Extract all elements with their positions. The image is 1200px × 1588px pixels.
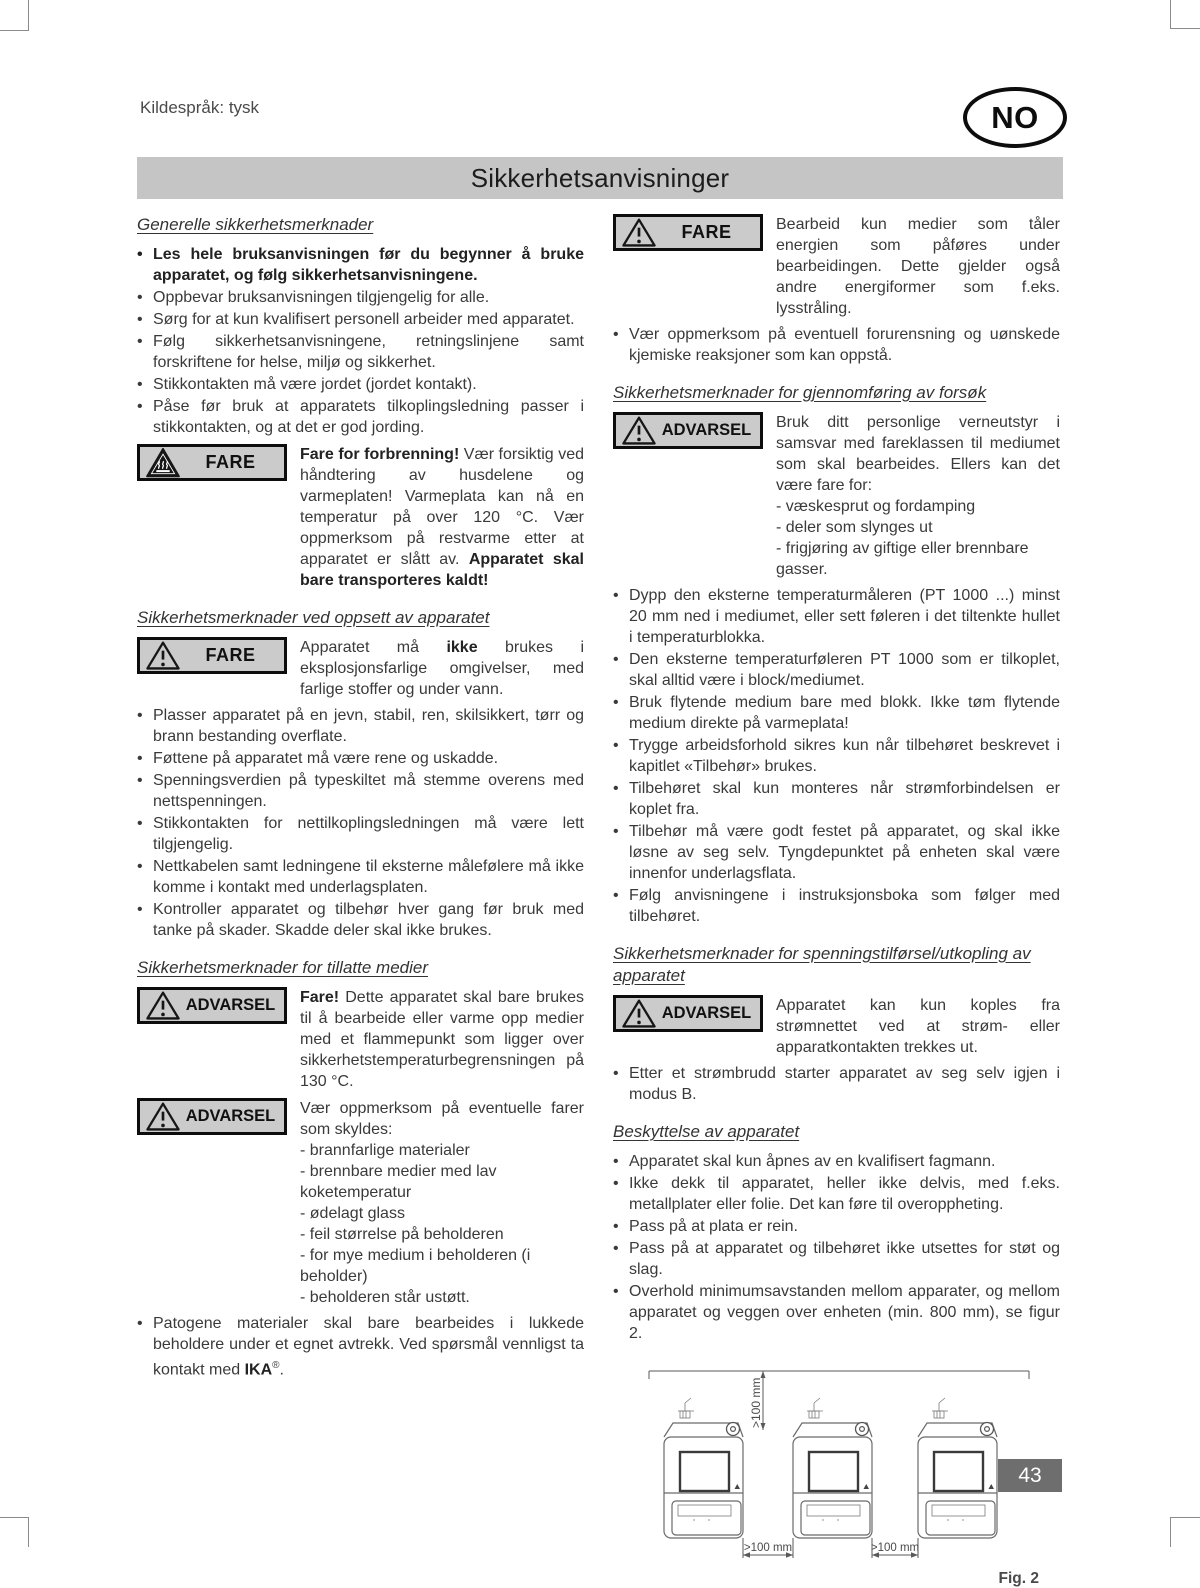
warning-block-media-1 (137, 987, 584, 1092)
list-item (613, 649, 1060, 691)
warning-body: Vær forsiktig ved håndtering av husdelene og varmeplaten! Varmeplata kan nå en temperatur på over 120 °C. Vær oppmerksom på restvarme etter at apparatet er slått av. (300, 446, 584, 568)
contamination-bullet-list (613, 324, 1060, 366)
list-item (137, 287, 584, 308)
source-language-label: Kildespråk: tysk (140, 98, 260, 117)
bullet-text: Vær oppmerksom på eventuell forurensning og uønskede kjemiske reaksjoner som kan oppstå. (629, 326, 1060, 364)
bullet-text: Føttene på apparatet må være rene og uskadde. (153, 750, 499, 767)
bullet-text: Følg anvisningene i instruksjonsboka som følger med tilbehøret. (629, 887, 1060, 925)
bullet-text: Følg sikkerhetsanvisningene, retningslinjene samt forskriftene for helse, miljø og sikkerhet. (153, 333, 584, 371)
figure-dim-gap1-label: >100 mm (743, 1542, 793, 1554)
warning-label: ADVARSEL (185, 1107, 276, 1125)
warning-sub-item: - brennbare medier med lav koketemperatur (300, 1163, 497, 1201)
section-heading-experiments: Sikkerhetsmerknader for gjennomføring av forsøk (613, 383, 987, 402)
section-heading-general: Generelle sikkerhetsmerknader (137, 215, 374, 234)
bullet-text: Stikkontakten må være jordet (jordet kontakt). (153, 376, 477, 393)
bullet-text: Stikkontakten for nettilkoplingsledningen må være lett tilgjengelig. (153, 815, 584, 853)
list-item (613, 885, 1060, 927)
warning-label: FARE (205, 645, 256, 665)
power-bullet-list (613, 1063, 1060, 1105)
bullet-text: Oppbevar bruksanvisningen tilgjengelig for alle. (153, 289, 490, 306)
list-item (137, 813, 584, 855)
bullet-marker: • (613, 737, 619, 754)
list-item (137, 374, 584, 395)
bullet-marker: • (613, 1065, 619, 1082)
bullet-text: Patogene materialer skal bare bearbeides i lukkede beholdere under et egnet avtrekk. Ved spørsmål vennligst ta kontakt med (153, 1315, 584, 1379)
bullet-marker: • (137, 289, 143, 306)
bullet-text: Pass på at plata er rein. (629, 1218, 798, 1235)
warning-body: Dette apparatet skal bare brukes til å bearbeide eller varme opp medier med et flammepunkt som ligger over sikkerhetstemperaturbegrensningen på 130 °C. (300, 989, 584, 1090)
warning-block-setup (137, 637, 584, 700)
section-heading-media: Sikkerhetsmerknader for tillatte medier (137, 958, 429, 977)
bullet-marker: • (613, 326, 619, 343)
warning-bold-lead: Fare! (300, 989, 340, 1006)
bullet-marker: • (137, 901, 143, 918)
hot-surface-warning-icon (145, 447, 181, 479)
warning-sub-item: - ødelagt glass (300, 1205, 405, 1222)
list-item (137, 309, 584, 330)
bullet-text: Apparatet skal kun åpnes av en kvalifisert fagmann. (629, 1153, 996, 1170)
bullet-marker: • (613, 1153, 619, 1170)
warning-body: brukes i eksplosjonsfarlige omgivelser, med farlige stoffer og under vann. (300, 639, 585, 698)
protection-bullet-list (613, 1151, 1060, 1344)
warning-body: Bearbeid kun medier som tåler energien som påføres under bearbeidingen. Dette gjelder også andre energiformer som f.eks. lysstråling. (776, 216, 1060, 317)
bullet-marker: • (137, 311, 143, 328)
exclamation-triangle-icon (621, 415, 657, 447)
warning-block-media-2 (137, 1098, 584, 1308)
warning-label: FARE (205, 452, 256, 472)
list-item (137, 1313, 584, 1380)
bullet-marker: • (137, 815, 143, 832)
warning-bold: ikke (446, 639, 478, 656)
bullet-text: Tilbehør må være godt festet på apparatet, og skal ikke løsne av seg selv. Tyngdepunktet på enheten skal være innenfor underlagsflata. (629, 823, 1060, 882)
bullet-marker: • (137, 858, 143, 875)
list-item (137, 748, 584, 769)
list-item (613, 692, 1060, 734)
warning-text (776, 995, 1060, 1058)
list-item (137, 770, 584, 812)
list-item (137, 899, 584, 941)
warning-block-burn (137, 444, 584, 591)
registered-mark: ® (272, 1360, 280, 1371)
list-item (613, 1281, 1060, 1344)
bullet-text: Tilbehøret skal kun monteres når strømforbindelsen er koplet fra. (629, 780, 1060, 818)
warning-box (613, 214, 763, 251)
left-column (137, 212, 584, 1382)
list-item (613, 585, 1060, 648)
warning-bold-tail: Apparatet skal bare transporteres kaldt! (300, 551, 584, 589)
bullet-text: Bruk flytende medium bare med blokk. Ikke tøm flytende medium direkte på varmeplata! (629, 694, 1060, 732)
bullet-text: Pass på at apparatet og tilbehøret ikke utsettes for støt og slag. (629, 1240, 1060, 1278)
warning-sub-item: - for mye medium i beholderen (i beholder) (300, 1247, 531, 1285)
warning-box (613, 995, 763, 1032)
warning-block-power (613, 995, 1060, 1058)
bullet-marker: • (137, 398, 143, 415)
crop-mark-bottom-left (0, 1517, 29, 1547)
bullet-text: Påse før bruk at apparatets tilkoplingsledning passer i stikkontakten, og at det er god jording. (153, 398, 584, 436)
bullet-marker: • (137, 750, 143, 767)
warning-label: ADVARSEL (661, 1004, 752, 1022)
warning-sub-item: - feil størrelse på beholderen (300, 1226, 504, 1243)
list-item (613, 1173, 1060, 1215)
page-number: 43 (998, 1459, 1062, 1492)
list-item (613, 1238, 1060, 1280)
warning-text (776, 412, 1060, 580)
bullet-text: Kontroller apparatet og tilbehør hver gang før bruk med tanke på skader. Skadde deler skal ikke brukes. (153, 901, 584, 939)
bullet-marker: • (137, 707, 143, 724)
list-item (137, 856, 584, 898)
bullet-marker: • (613, 587, 619, 604)
bullet-marker: • (613, 694, 619, 711)
list-item (613, 821, 1060, 884)
warning-sub-item: - frigjøring av giftige eller brennbare gasser. (776, 540, 1029, 578)
bullet-text: Overhold minimumsavstanden mellom apparater, og mellom apparatet og veggen over enheten (min. 800 mm), se figur 2. (629, 1283, 1060, 1342)
list-item (613, 778, 1060, 820)
bullet-text: Etter et strømbrudd starter apparatet av seg selv igjen i modus B. (629, 1065, 1060, 1103)
warning-sub-item: - væskesprut og fordamping (776, 498, 976, 515)
bullet-marker: • (613, 1240, 619, 1257)
warning-label: ADVARSEL (185, 996, 276, 1014)
section-heading-protection: Beskyttelse av apparatet (613, 1122, 800, 1141)
bullet-text: Ikke dekk til apparatet, heller ikke delvis, med f.eks. metallplater eller folie. Det kan føre til overoppheting. (629, 1175, 1060, 1213)
warning-box (137, 637, 287, 674)
warning-intro: Vær oppmerksom på eventuelle farer som skyldes: (300, 1100, 584, 1138)
bullet-marker: • (613, 1283, 619, 1300)
list-item (137, 705, 584, 747)
page-title: Sikkerhetsanvisninger (137, 157, 1063, 199)
warning-bold-lead: Fare for forbrenning! (300, 446, 460, 463)
bullet-text: Plasser apparatet på en jevn, stabil, ren, skilsikkert, tørr og brann bestanding overflate. (153, 707, 584, 745)
warning-text (776, 214, 1060, 319)
bullet-marker: • (137, 772, 143, 789)
list-item (137, 331, 584, 373)
warning-block-ppe (613, 412, 1060, 580)
bullet-marker: • (613, 1175, 619, 1192)
list-item (613, 1216, 1060, 1237)
exclamation-triangle-icon (145, 640, 181, 672)
pathogen-bullet-list (137, 1313, 584, 1380)
figure-caption: Fig. 2 (998, 1570, 1039, 1587)
bullet-text: Nettkabelen samt ledningene til eksterne målefølere må ikke komme i kontakt med underlagsplaten. (153, 858, 584, 896)
bullet-text: Dypp den eksterne temperaturmåleren (PT 1000 ...) minst 20 mm ned i mediumet, eller sett føleren i det tiltenkte hullet i temperaturblokka. (629, 587, 1060, 646)
exclamation-triangle-icon (145, 990, 181, 1022)
bullet-marker: • (137, 1315, 143, 1332)
bullet-text: . (279, 1361, 284, 1379)
right-column (613, 212, 1060, 1588)
warning-text (300, 637, 584, 700)
experiment-bullet-list (613, 585, 1060, 927)
warning-sub-item: - beholderen står ustøtt. (300, 1289, 470, 1306)
crop-mark-top-right (1170, 0, 1200, 29)
bullet-marker: • (613, 780, 619, 797)
figure-dim-gap2-label: >100 mm (870, 1542, 920, 1554)
bullet-marker: • (137, 333, 143, 350)
bullet-marker: • (137, 376, 143, 393)
bullet-marker: • (613, 1218, 619, 1235)
crop-mark-top-left (0, 0, 29, 31)
list-item (613, 1151, 1060, 1172)
general-bullet-list (137, 244, 584, 438)
warning-body: Apparatet kan kun koples fra strømnettet ved at strøm- eller apparatkontakten trekkes ut. (776, 997, 1060, 1056)
setup-bullet-list (137, 705, 584, 941)
warning-intro: Bruk ditt personlige verneutstyr i samsvar med fareklassen til mediumet som skal bearbeides. Ellers kan det være fare for: (776, 414, 1060, 494)
list-item (613, 324, 1060, 366)
bullet-text: Spenningsverdien på typeskiltet må stemme overens med nettspenningen. (153, 772, 584, 810)
exclamation-triangle-icon (621, 217, 657, 249)
figure-min-distances (641, 1356, 1053, 1588)
bullet-marker: • (613, 887, 619, 904)
figure-dim-vertical-label: >100 mm (749, 1377, 763, 1428)
list-item (613, 1063, 1060, 1105)
warning-box (137, 987, 287, 1024)
bullet-text: Sørg for at kun kvalifisert personell arbeider med apparatet. (153, 311, 575, 328)
exclamation-triangle-icon (621, 998, 657, 1030)
bullet-marker: • (613, 651, 619, 668)
warning-body: Apparatet må (300, 639, 420, 656)
warning-box (137, 444, 287, 481)
bullet-text: Les hele bruksanvisningen før du begynner å bruke apparatet, og følg sikkerhetsanvisningene. (153, 246, 584, 284)
language-badge: NO (963, 87, 1067, 148)
warning-label: ADVARSEL (661, 421, 752, 439)
section-heading-setup: Sikkerhetsmerknader ved oppsett av apparatet (137, 608, 490, 627)
section-heading-power: Sikkerhetsmerknader for spenningstilførsel/utkopling av apparatet (613, 944, 1031, 985)
bullet-text: Trygge arbeidsforhold sikres kun når tilbehøret beskrevet i kapitlet «Tilbehør» brukes. (629, 737, 1060, 775)
warning-sub-item: - brannfarlige materialer (300, 1142, 470, 1159)
warning-text (300, 444, 584, 591)
list-item (137, 244, 584, 286)
bullet-text: Den eksterne temperaturføleren PT 1000 som er tilkoplet, skal alltid være i block/mediumet. (629, 651, 1060, 689)
brand-name: IKA (244, 1361, 273, 1379)
bullet-marker: • (613, 823, 619, 840)
warning-sub-item: - deler som slynges ut (776, 519, 933, 536)
warning-text (300, 1098, 584, 1308)
crop-mark-bottom-right (1170, 1517, 1200, 1547)
warning-text (300, 987, 584, 1092)
list-item (137, 396, 584, 438)
list-item (613, 735, 1060, 777)
warning-block-energy (613, 214, 1060, 319)
exclamation-triangle-icon (145, 1101, 181, 1133)
warning-box (613, 412, 763, 449)
warning-label: FARE (681, 222, 732, 242)
bullet-marker: • (137, 246, 143, 263)
warning-box (137, 1098, 287, 1135)
